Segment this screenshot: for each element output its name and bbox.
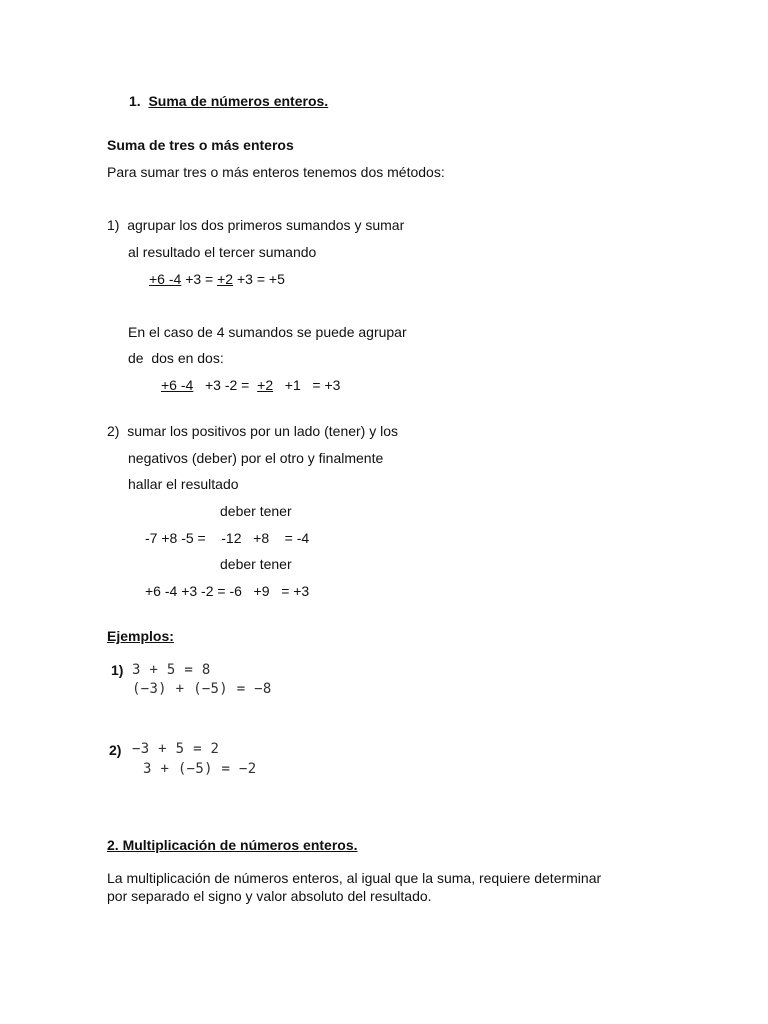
example1-line1: 3 + 5 = 8 (132, 662, 211, 678)
method2-equation2: +6 -4 +3 -2 = -6 +9 = +3 (145, 583, 310, 599)
method1-equation2 (161, 377, 340, 394)
method2-line3: hallar el resultado (128, 476, 239, 492)
equation-part: +3 -2 = (193, 377, 258, 393)
equation-group: +6 -4 (161, 377, 194, 393)
equation-part: +3 = (181, 271, 218, 287)
equation-part: +1 = +3 (273, 377, 341, 393)
example1-line2: (−3) + (−5) = −8 (132, 681, 272, 697)
method1-line2: al resultado el tercer sumando (128, 244, 317, 260)
example2-line1: −3 + 5 = 2 (132, 741, 220, 757)
method2-line1: 2) sumar los positivos por un lado (tener) y los (107, 423, 399, 439)
section2-title: 2. Multiplicación de números enteros. (107, 837, 358, 853)
equation-group: +6 -4 (149, 271, 182, 287)
equation-part: +3 = +5 (233, 271, 285, 287)
method2-line2: negativos (deber) por el otro y finalmente (128, 450, 384, 466)
section2-line1: La multiplicación de números enteros, al igual que la suma, requiere determinar (107, 870, 602, 886)
examples-heading: Ejemplos: (107, 628, 174, 644)
method1-note-line2: de dos en dos: (128, 350, 224, 366)
method1-line1: 1) agrupar los dos primeros sumandos y sumar (107, 217, 405, 233)
example1-label: 1) (111, 662, 124, 678)
method1-equation (149, 271, 285, 288)
section2-line2: por separado el signo y valor absoluto del resultado. (107, 888, 432, 904)
example2-label: 2) (109, 742, 122, 758)
section1-subtitle: Suma de tres o más enteros (107, 137, 294, 153)
section1-heading (129, 93, 328, 110)
method1-note-line1: En el caso de 4 sumandos se puede agrupar (128, 324, 407, 340)
section1-title: Suma de números enteros. (148, 93, 329, 109)
method2-header1: deber tener (220, 503, 292, 519)
method2-equation1: -7 +8 -5 = -12 +8 = -4 (145, 530, 310, 546)
example2-line2: 3 + (−5) = −2 (143, 761, 257, 777)
equation-group: +2 (217, 271, 234, 287)
method2-header2: deber tener (220, 556, 292, 572)
section1-number: 1. (129, 93, 141, 109)
equation-group: +2 (257, 377, 274, 393)
section1-intro: Para sumar tres o más enteros tenemos dos métodos: (107, 164, 445, 180)
